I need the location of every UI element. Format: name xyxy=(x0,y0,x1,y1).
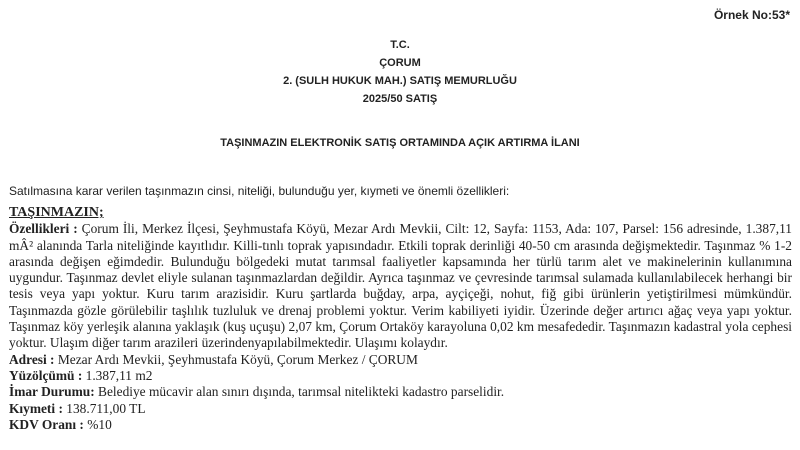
vat-label: KDV Oranı : xyxy=(9,416,84,432)
zoning-value: Belediye mücavir alan sınırı dışında, tarımsal nitelikteki kadastro parselidir. xyxy=(94,384,505,400)
announcement-title: TAŞINMAZIN ELEKTRONİK SATIŞ ORTAMINDA AÇIK ARTIRMA İLANI xyxy=(220,137,580,149)
sample-number: Örnek No:53* xyxy=(713,8,790,22)
vat-field xyxy=(9,417,792,433)
features-paragraph xyxy=(9,221,792,351)
property-details xyxy=(9,205,792,433)
value-label: Kıymeti : xyxy=(9,400,63,416)
address-field xyxy=(9,352,792,368)
features-text: Çorum İli, Merkez İlçesi, Şeyhmustafa Köyü, Mezar Ardı Mevkii, Cilt: 12, Sayfa: 1153, Ada: 107, Parsel: 156 adresinde, 1.387,11 mÂ² alanında Tarla niteliğinde kayıtlıdır. Killi-tınlı toprak yapısındadır. Etkili toprak derinliği 40-50 cm arasında değişmektedir. Taşınmaz % 1-2 arasında değişen eğimdedir. Bulunduğu bölgedeki mutat tarımsal faaliyetler kapsamında her türlü tarım alet ve makinelerinin kullanımına uygundur. Taşınmaz devlet eliyle sulanan taşınmazlardan değildir. Ayrıca taşınmaz ve çevresinde tarımsal sulamada kullanılabilecek herhangi bir tesis veya yapı yoktur. Kuru tarım arazisidir. Kuru şartlarda buğday, arpa, ayçiçeği, nohut, fiğ gibi ürünlerin yetiştirilmesi mümkündür. Taşınmazda gözle görülebilir taşlılık tuzluluk ve drenaj problemi yoktur. Verim kabiliyeti iyidir. Üzerinde değer artırıcı ağaç veya yapı yoktur. Taşınmaz köy yerleşik alanına yaklaşık (kuş uçuşu) 2,07 km, Çorum Ortaköy karayoluna 0,02 km mesafededir. Taşınmazın kadastral yola cephesi yoktur. Ulaşım diğer tarım arazileri üzerindenyapılabilmektedir. Ulaşımı kolaydır. xyxy=(9,221,793,351)
zoning-label: İmar Durumu: xyxy=(9,384,95,400)
intro-text: Satılmasına karar verilen taşınmazın cinsi, niteliği, bulunduğu yer, kıymeti ve önemli özellikleri: xyxy=(9,184,510,198)
features-label: Özellikleri : xyxy=(9,221,78,237)
value-field xyxy=(9,401,792,417)
vat-value: %10 xyxy=(83,416,112,432)
header-line-office: 2. (SULH HUKUK MAH.) SATIŞ MEMURLUĞU xyxy=(283,75,517,87)
header-line-case-number: 2025/50 SATIŞ xyxy=(362,93,438,105)
area-label: Yüzölçümü : xyxy=(9,367,83,383)
area-value: 1.387,11 m2 xyxy=(82,367,153,383)
zoning-field xyxy=(9,384,792,400)
header-line-tc: T.C. xyxy=(390,39,410,51)
area-field xyxy=(9,368,792,384)
authority-header xyxy=(0,36,800,108)
address-value: Mezar Ardı Mevkii, Şeyhmustafa Köyü, Çorum Merkez / ÇORUM xyxy=(54,351,418,367)
value-amount: 138.711,00 TL xyxy=(62,400,146,416)
section-title: TAŞINMAZIN; xyxy=(9,205,104,220)
header-line-city: ÇORUM xyxy=(379,57,421,69)
address-label: Adresi : xyxy=(9,351,55,367)
